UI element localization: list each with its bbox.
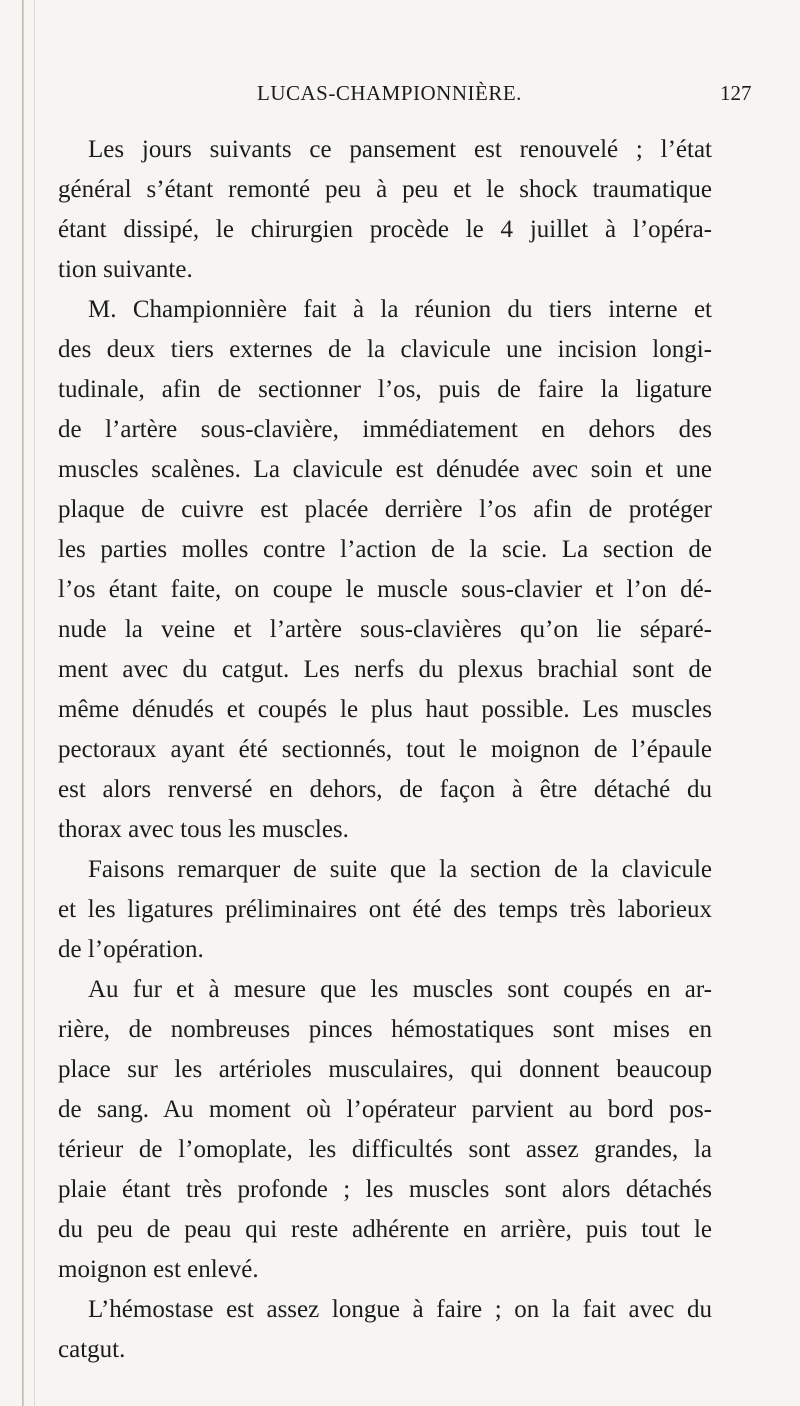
- text-line: M. Championnière fait à la réunion du tiers interne et: [88, 296, 712, 323]
- text-line: de l’opération.: [58, 936, 204, 963]
- text-line: des deux tiers externes de la clavicule une incision longi-: [58, 336, 712, 363]
- text-line: ment avec du catgut. Les nerfs du plexus brachial sont de: [58, 656, 712, 683]
- text-line: de l’artère sous-clavière, immédiatement en dehors des: [58, 416, 712, 443]
- text-line: plaie étant très profonde ; les muscles sont alors détachés: [58, 1176, 712, 1203]
- text-line: nude la veine et l’artère sous-clavières qu’on lie séparé-: [58, 616, 712, 643]
- text-line: plaque de cuivre est placée derrière l’os afin de protéger: [58, 496, 712, 523]
- text-line: même dénudés et coupés le plus haut possible. Les muscles: [58, 696, 712, 723]
- page-binding-edge: [22, 0, 24, 1406]
- text-line: place sur les artérioles musculaires, qui donnent beaucoup: [58, 1056, 712, 1083]
- text-line: thorax avec tous les muscles.: [58, 816, 349, 843]
- text-line: du peu de peau qui reste adhérente en arrière, puis tout le: [58, 1216, 712, 1243]
- text-line: étant dissipé, le chirurgien procède le 4 juillet à l’opéra-: [58, 216, 712, 243]
- text-line: Au fur et à mesure que les muscles sont coupés en ar-: [88, 976, 712, 1003]
- page-binding-shadow: [34, 0, 35, 1406]
- text-line: pectoraux ayant été sectionnés, tout le moignon de l’épaule: [58, 736, 712, 763]
- text-line: Les jours suivants ce pansement est renouvelé ; l’état: [88, 136, 712, 163]
- text-line: est alors renversé en dehors, de façon à être détaché du: [58, 776, 712, 803]
- text-line: térieur de l’omoplate, les difficultés sont assez grandes, la: [58, 1136, 712, 1163]
- text-line: général s’étant remonté peu à peu et le shock traumatique: [58, 176, 712, 203]
- text-line: tudinale, afin de sectionner l’os, puis de faire la ligature: [58, 376, 712, 403]
- page-number: 127: [720, 81, 752, 105]
- text-line: de sang. Au moment où l’opérateur parvient au bord pos-: [58, 1096, 712, 1123]
- text-line: et les ligatures préliminaires ont été des temps très laborieux: [58, 896, 712, 923]
- text-line: tion suivante.: [58, 256, 193, 283]
- text-line: l’os étant faite, on coupe le muscle sous-clavier et l’on dé-: [58, 576, 712, 603]
- text-line: rière, de nombreuses pinces hémostatiques sont mises en: [58, 1016, 712, 1043]
- text-line: Faisons remarquer de suite que la section de la clavicule: [88, 856, 712, 883]
- text-line: les parties molles contre l’action de la scie. La section de: [58, 536, 712, 563]
- text-line: L’hémostase est assez longue à faire ; on la fait avec du: [88, 1296, 712, 1323]
- text-line: catgut.: [58, 1336, 126, 1363]
- running-header-title: LUCAS-CHAMPIONNIÈRE.: [257, 81, 522, 105]
- text-line: moignon est enlevé.: [58, 1256, 259, 1283]
- text-line: muscles scalènes. La clavicule est dénudée avec soin et une: [58, 456, 712, 483]
